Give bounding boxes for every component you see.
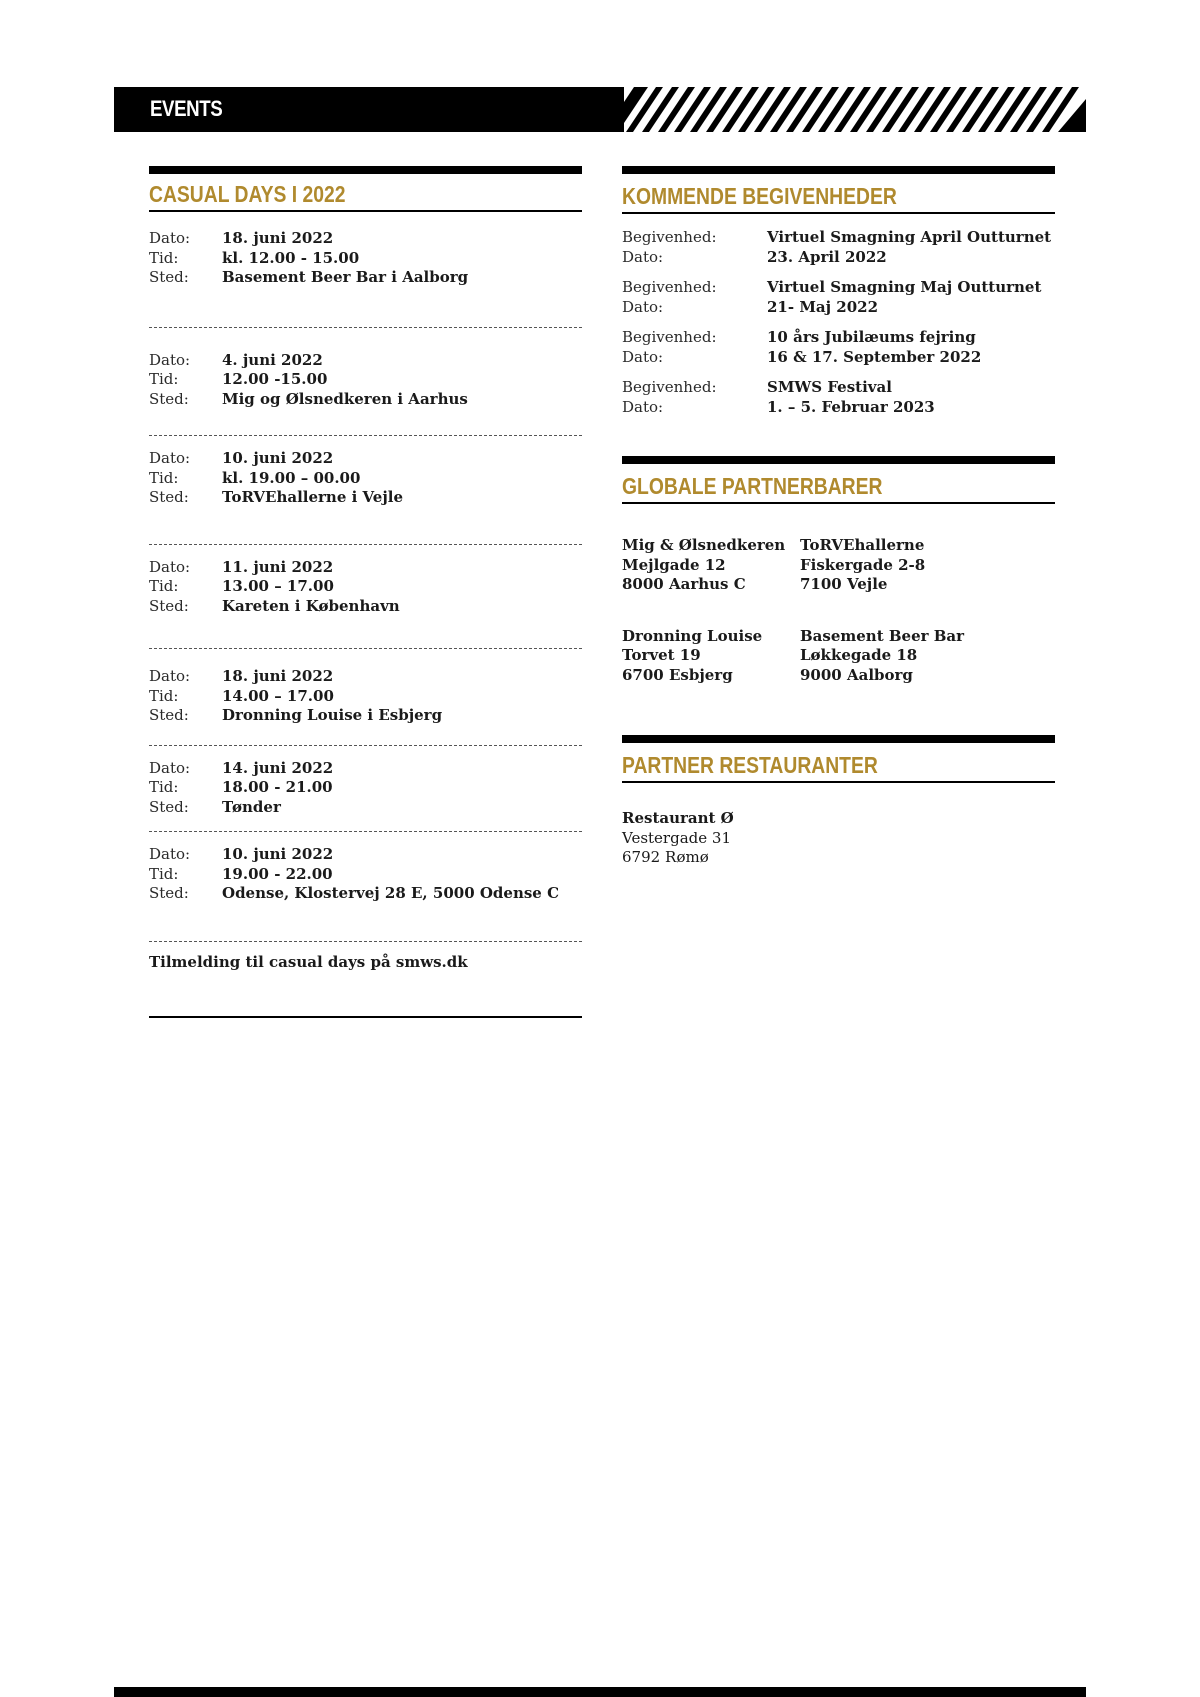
bar-city: 7100 Vejle [800,575,888,593]
dashed-divider [149,544,582,545]
event-label: Begivenhed: [622,378,717,396]
section-top-rule [622,166,1055,174]
event-label: Begivenhed: [622,328,717,346]
upcoming-event-entry [622,278,1055,317]
signup-note: Tilmelding til casual days på smws.dk [149,952,468,971]
sted-value: Mig og Ølsnedkeren i Aarhus [222,389,468,408]
partner-bars-section [622,456,1055,685]
header-banner [114,87,1086,132]
tid-value: kl. 12.00 - 15.00 [222,248,360,267]
sted-value: Tønder [222,797,281,816]
sted-label: Sted: [149,389,189,408]
casual-day-entry [149,558,582,617]
casual-day-entry [149,449,582,508]
partner-bars-row [622,627,1055,686]
section-top-rule [622,456,1055,464]
date-value: 23. April 2022 [767,247,887,266]
casual-day-entry [149,229,582,288]
bar-name: ToRVEhallerne [800,536,925,554]
sted-value: Basement Beer Bar i Aalborg [222,268,469,286]
bar-street: Løkkegade 18 [800,646,918,664]
dashed-divider [149,327,582,328]
dato-label: Dato: [149,229,191,247]
partner-bars-title: GLOBALE PARTNERBARER [622,473,883,499]
section-end-rule [149,1016,582,1018]
sted-label: Sted: [149,884,189,902]
event-value: Virtuel Smagning Maj Outturnet [767,278,1042,296]
right-column [622,166,1055,868]
tid-label: Tid: [149,468,179,487]
date-label: Dato: [622,347,664,366]
partner-bars-row [622,536,1055,595]
casual-day-entry [149,845,582,904]
upcoming-events-section [622,166,1055,417]
upcoming-events-title: KOMMENDE BEGIVENHEDER [622,183,897,209]
date-value: 21- Maj 2022 [767,297,879,316]
bar-city: 6700 Esbjerg [622,665,733,684]
date-label: Dato: [622,397,664,416]
partner-bar-address [622,536,800,595]
event-value: SMWS Festival [767,378,892,396]
bar-city: 9000 Aalborg [800,665,913,684]
bar-name: Basement Beer Bar [800,626,965,645]
page-title: EVENTS [150,96,223,121]
bar-name: Dronning Louise [622,626,763,645]
date-value: 1. – 5. Februar 2023 [767,397,935,416]
casual-day-entry [149,759,582,818]
restaurant-name: Restaurant Ø [622,809,734,827]
section-top-rule [149,166,582,174]
sted-label: Sted: [149,488,189,506]
dashed-divider [149,648,582,649]
sted-value: ToRVEhallerne i Vejle [222,488,403,506]
section-top-rule [622,735,1055,743]
date-label: Dato: [622,247,664,266]
upcoming-event-entry [622,378,1055,417]
dato-value: 10. juni 2022 [222,449,334,467]
restaurant-street: Vestergade 31 [622,828,731,847]
tid-value: 19.00 - 22.00 [222,864,333,883]
sted-value: Kareten i København [222,596,400,615]
tid-value: 18.00 - 21.00 [222,778,333,796]
dato-label: Dato: [149,667,191,685]
footer-bar [114,1687,1086,1697]
dato-label: Dato: [149,350,191,369]
tid-label: Tid: [149,686,179,705]
event-value: Virtuel Smagning April Outturnet [767,228,1052,246]
upcoming-event-entry [622,228,1055,267]
dashed-divider [149,435,582,436]
dato-value: 18. juni 2022 [222,229,334,247]
dato-value: 18. juni 2022 [222,667,334,685]
tid-label: Tid: [149,577,179,595]
tid-label: Tid: [149,864,179,883]
upcoming-event-entry [622,328,1055,367]
dato-label: Dato: [149,557,191,576]
event-value: 10 års Jubilæums fejring [767,328,976,346]
casual-day-entry [149,351,582,410]
sted-label: Sted: [149,706,189,724]
dashed-divider [149,745,582,746]
partner-bar-address [622,627,800,686]
date-value: 16 & 17. September 2022 [767,347,982,366]
restaurant-address [622,809,1055,868]
tid-value: 13.00 – 17.00 [222,577,334,595]
sted-label: Sted: [149,797,189,816]
casual-days-section [149,166,582,1018]
bar-name: Mig & Ølsnedkeren [622,536,786,554]
dato-label: Dato: [149,845,191,863]
dato-value: 14. juni 2022 [222,758,334,777]
section-bottom-rule [622,781,1055,783]
event-label: Begivenhed: [622,228,717,246]
tid-value: 12.00 -15.00 [222,370,328,388]
section-bottom-rule [622,502,1055,504]
tid-value: kl. 19.00 – 00.00 [222,468,361,487]
casual-day-entry [149,667,582,726]
section-bottom-rule [622,212,1055,214]
dato-label: Dato: [149,758,191,777]
bar-street: Mejlgade 12 [622,555,726,574]
bar-street: Torvet 19 [622,646,701,664]
partner-bar-address [800,627,978,686]
dato-value: 11. juni 2022 [222,557,334,576]
sted-value: Odense, Klostervej 28 E, 5000 Odense C [222,884,560,902]
tid-label: Tid: [149,778,179,796]
dato-value: 4. juni 2022 [222,350,323,369]
sted-label: Sted: [149,268,189,286]
section-bottom-rule [149,210,582,212]
dato-value: 10. juni 2022 [222,845,334,863]
dato-label: Dato: [149,449,191,467]
partner-restaurants-title: PARTNER RESTAURANTER [622,752,878,778]
date-label: Dato: [622,297,664,316]
dashed-divider [149,831,582,832]
tid-label: Tid: [149,248,179,267]
sted-label: Sted: [149,596,189,615]
bar-street: Fiskergade 2-8 [800,555,926,574]
casual-days-title: CASUAL DAYS I 2022 [149,181,346,207]
tid-value: 14.00 – 17.00 [222,686,334,705]
bar-city: 8000 Aarhus C [622,575,746,593]
header-stripes [604,87,1086,132]
event-label: Begivenhed: [622,278,717,296]
sted-value: Dronning Louise i Esbjerg [222,706,443,724]
restaurant-city: 6792 Rømø [622,848,709,866]
partner-bar-address [800,536,978,595]
dashed-divider [149,941,582,942]
partner-restaurants-section [622,735,1055,868]
tid-label: Tid: [149,370,179,388]
